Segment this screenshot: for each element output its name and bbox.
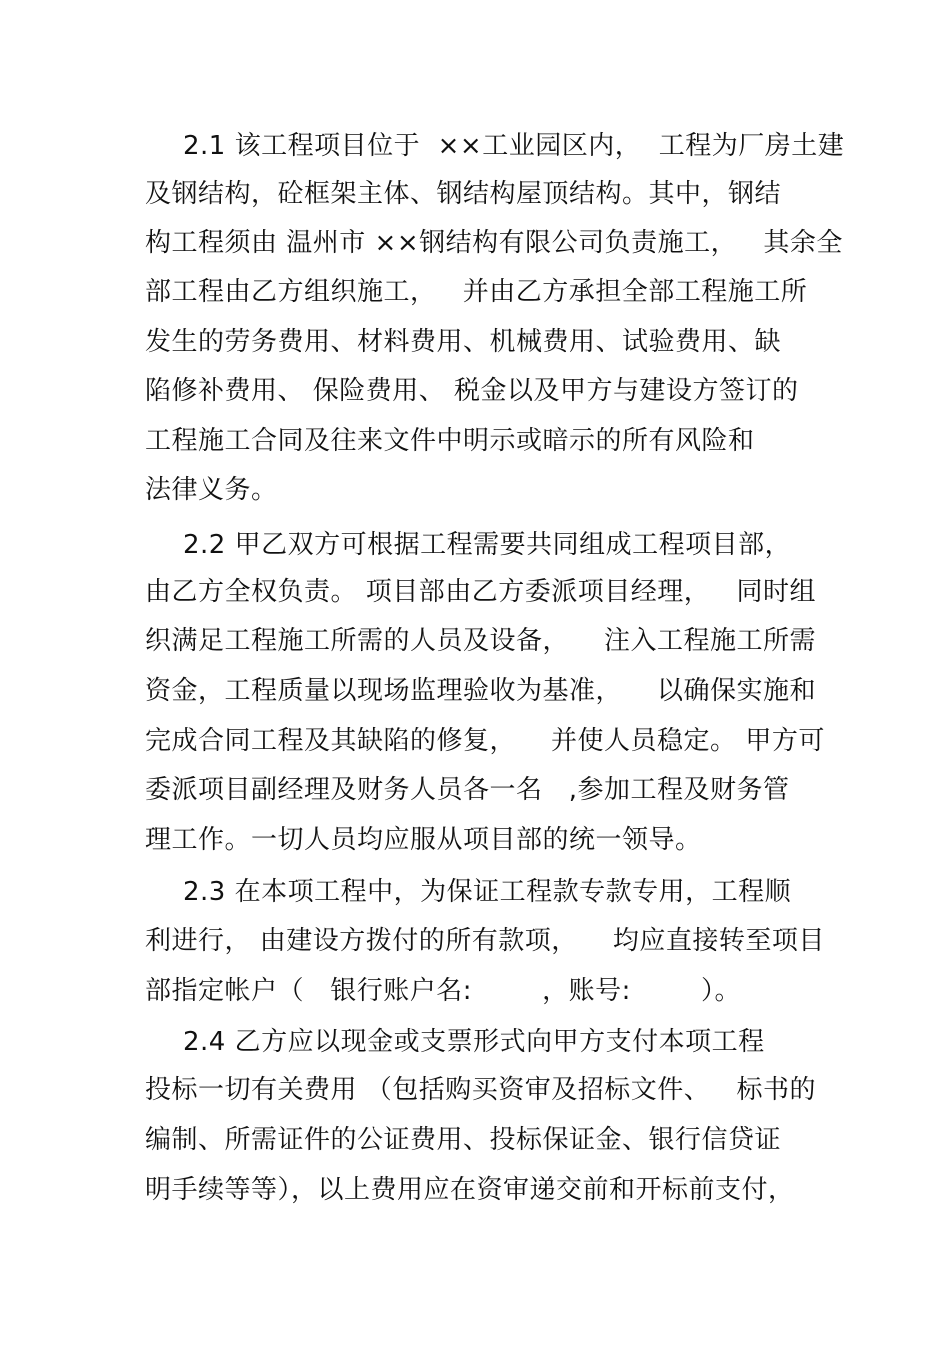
paragraph-2-4-line-4: 明手续等等），以上费用应在资审递交前和开标前支付， [145, 1175, 795, 1205]
paragraph-2-2-line-1: 2.2 甲乙双方可根据工程需要共同组成工程项目部， [183, 530, 792, 560]
paragraph-2-1-line-2: 及钢结构，砼框架主体、钢结构屋顶结构。其中，钢结 [145, 179, 782, 209]
paragraph-2-2-line-6: 委派项目副经理及财务人员各一名 ,参加工程及财务管 [145, 775, 790, 805]
paragraph-2-2-line-3: 织满足工程施工所需的人员及设备， 注入工程施工所需 [145, 626, 817, 656]
paragraph-2-2-line-7: 理工作。一切人员均应服从项目部的统一领导。 [145, 825, 702, 855]
paragraph-2-4-line-1: 2.4 乙方应以现金或支票形式向甲方支付本项工程 [183, 1027, 765, 1057]
paragraph-2-2-line-5: 完成合同工程及其缺陷的修复， 并使人员稳定。 甲方可 [145, 726, 825, 756]
paragraph-2-4-line-3: 编制、所需证件的公证费用、投标保证金、银行信贷证 [145, 1125, 782, 1155]
paragraph-2-1-line-6: 陷修补费用、 保险费用、 税金以及甲方与建设方签订的 [145, 376, 799, 406]
paragraph-2-4-line-2: 投标一切有关费用 （包括购买资审及招标文件、 标书的 [145, 1075, 817, 1105]
paragraph-2-1-line-4: 部工程由乙方组织施工， 并由乙方承担全部工程施工所 [145, 277, 808, 307]
paragraph-2-3-line-2: 利进行， 由建设方拨付的所有款项， 均应直接转至项目 [145, 926, 825, 956]
paragraph-2-1-line-7: 工程施工合同及往来文件中明示或暗示的所有风险和 [145, 426, 755, 456]
paragraph-2-1-line-3: 构工程须由 温州市 ××钢结构有限公司负责施工， 其余全 [145, 228, 843, 258]
paragraph-2-2-line-4: 资金，工程质量以现场监理验收为基准， 以确保实施和 [145, 676, 817, 706]
paragraph-2-1-line-8: 法律义务。 [145, 475, 278, 505]
paragraph-2-2-line-2: 由乙方全权负责。 项目部由乙方委派项目经理， 同时组 [145, 577, 817, 607]
paragraph-2-3-line-1: 2.3 在本项工程中，为保证工程款专款专用，工程顺 [183, 877, 792, 907]
paragraph-2-1-line-1: 2.1 该工程项目位于 ××工业园区内， 工程为厂房土建 [183, 131, 845, 161]
paragraph-2-1-line-5: 发生的劳务费用、材料费用、机械费用、试验费用、缺 [145, 327, 782, 357]
paragraph-2-3-line-3: 部指定帐户（ 银行账户名: ，账号: ）。 [145, 976, 742, 1006]
